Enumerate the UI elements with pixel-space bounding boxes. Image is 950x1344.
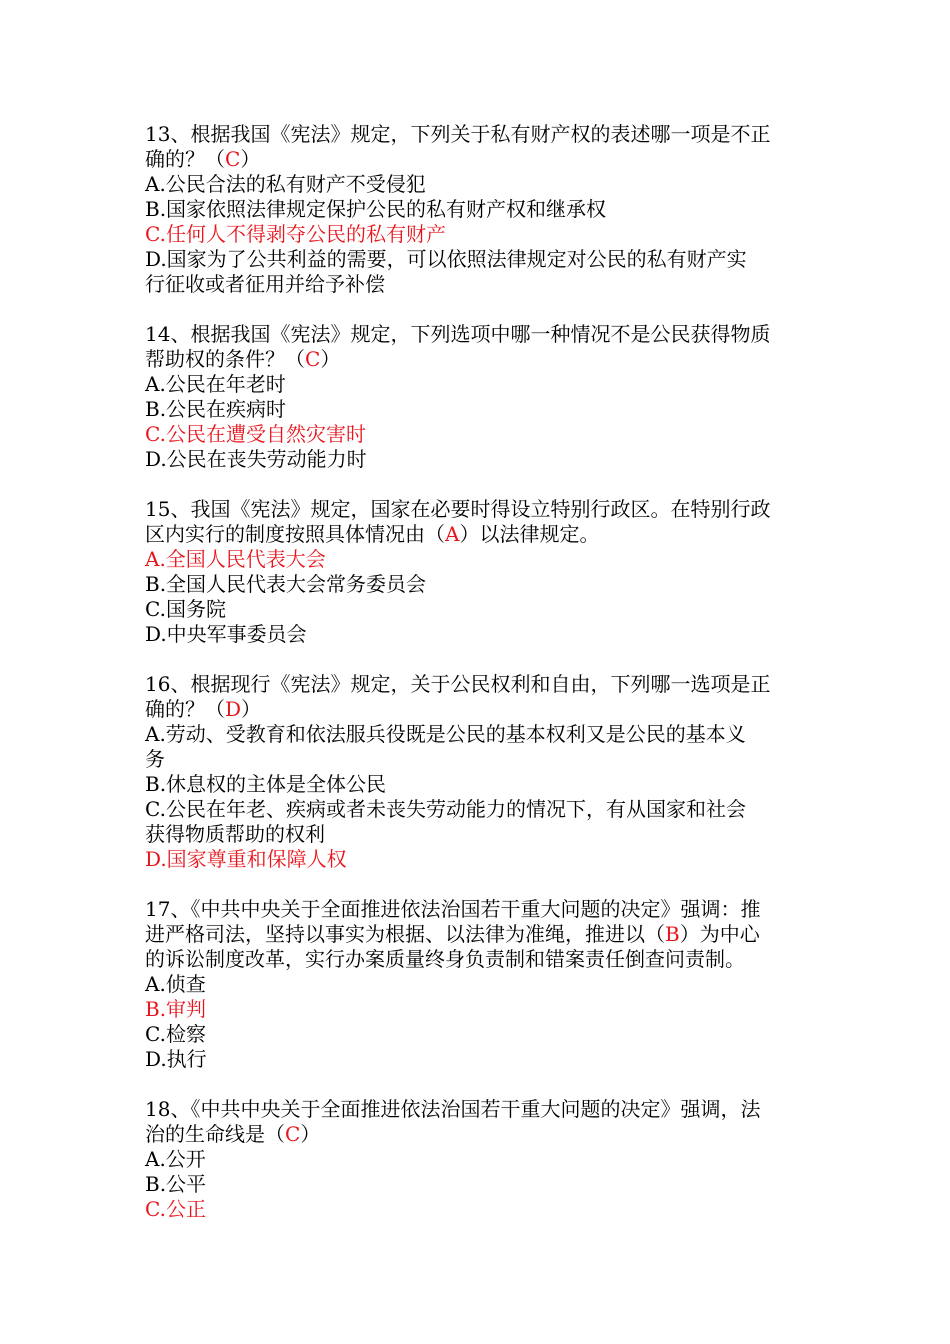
question-block [145, 322, 810, 472]
stem-text: 治的生命线是（ [145, 1122, 285, 1146]
option: B.公民在疾病时 [145, 397, 287, 421]
option: B.全国人民代表大会常务委员会 [145, 572, 427, 596]
stem-text: ）以法律规定。 [459, 522, 600, 546]
option: A.公开 [145, 1147, 206, 1171]
answer-letter: A [445, 522, 460, 546]
option: 获得物质帮助的权利 [145, 822, 325, 846]
question-stem-line [145, 322, 810, 347]
stem-text: 进严格司法，坚持以事实为根据、以法律为准绳，推进以（ [145, 922, 665, 946]
option: A.公民在年老时 [145, 372, 286, 396]
option: C.公民在年老、疾病或者未丧失劳动能力的情况下，有从国家和社会 [145, 797, 746, 821]
stem-text: 13、根据我国《宪法》规定，下列关于私有财产权的表述哪一项是不正 [145, 122, 771, 146]
question-stem-line [145, 122, 810, 147]
question-stem-line [145, 522, 810, 547]
correct-option: D.国家尊重和保障人权 [145, 847, 347, 871]
answer-letter: C [285, 1122, 301, 1146]
answer-letter: B [665, 922, 680, 946]
question-stem-line [145, 897, 810, 922]
question-stem-line [145, 922, 810, 947]
stem-text: 17、《中共中央关于全面推进依法治国若干重大问题的决定》强调：推 [145, 897, 761, 921]
question-block [145, 897, 810, 1072]
question-stem-line [145, 347, 810, 372]
answer-letter: C [225, 147, 241, 171]
question-stem-line [145, 697, 810, 722]
stem-text: 的诉讼制度改革，实行办案质量终身负责制和错案责任倒查问责制。 [145, 947, 745, 971]
correct-option: A.全国人民代表大会 [145, 547, 326, 571]
option: A.侦查 [145, 972, 206, 996]
question-stem-line [145, 1097, 810, 1122]
option: B.公平 [145, 1172, 207, 1196]
option: 务 [145, 747, 165, 771]
option: D.执行 [145, 1047, 207, 1071]
correct-option: B.审判 [145, 997, 207, 1021]
correct-option: C.公民在遭受自然灾害时 [145, 422, 366, 446]
question-stem-line [145, 147, 810, 172]
question-stem-line [145, 1122, 810, 1147]
stem-text: 16、根据现行《宪法》规定，关于公民权利和自由，下列哪一选项是正 [145, 672, 771, 696]
option: B.国家依照法律规定保护公民的私有财产权和继承权 [145, 197, 607, 221]
stem-text: 帮助权的条件？（ [145, 347, 305, 371]
question-block [145, 1097, 810, 1222]
question-block [145, 122, 810, 297]
document-page [145, 122, 810, 1247]
stem-text: ） [320, 347, 341, 371]
question-block [145, 672, 810, 872]
option: A.劳动、受教育和依法服兵役既是公民的基本权利又是公民的基本义 [145, 722, 746, 746]
option: 行征收或者征用并给予补偿 [145, 272, 385, 296]
stem-text: ） [300, 1122, 321, 1146]
stem-text: 15、我国《宪法》规定，国家在必要时得设立特别行政区。在特别行政 [145, 497, 771, 521]
question-block [145, 497, 810, 647]
option: D.公民在丧失劳动能力时 [145, 447, 367, 471]
stem-text: 确的？（ [145, 697, 225, 721]
stem-text: 18、《中共中央关于全面推进依法治国若干重大问题的决定》强调，法 [145, 1097, 761, 1121]
stem-text: 确的？（ [145, 147, 225, 171]
stem-text: ）为中心 [679, 922, 760, 946]
option: C.检察 [145, 1022, 206, 1046]
question-stem-line [145, 947, 810, 972]
correct-option: C.任何人不得剥夺公民的私有财产 [145, 222, 446, 246]
question-stem-line [145, 497, 810, 522]
stem-text: 14、根据我国《宪法》规定，下列选项中哪一种情况不是公民获得物质 [145, 322, 771, 346]
option: C.国务院 [145, 597, 226, 621]
question-stem-line [145, 672, 810, 697]
stem-text: 区内实行的制度按照具体情况由（ [145, 522, 445, 546]
stem-text: ） [240, 147, 261, 171]
option: D.国家为了公共利益的需要，可以依照法律规定对公民的私有财产实 [145, 247, 747, 271]
correct-option: C.公正 [145, 1197, 206, 1221]
answer-letter: C [305, 347, 321, 371]
option: D.中央军事委员会 [145, 622, 307, 646]
answer-letter: D [225, 697, 242, 721]
option: A.公民合法的私有财产不受侵犯 [145, 172, 426, 196]
option: B.休息权的主体是全体公民 [145, 772, 387, 796]
stem-text: ） [241, 697, 262, 721]
